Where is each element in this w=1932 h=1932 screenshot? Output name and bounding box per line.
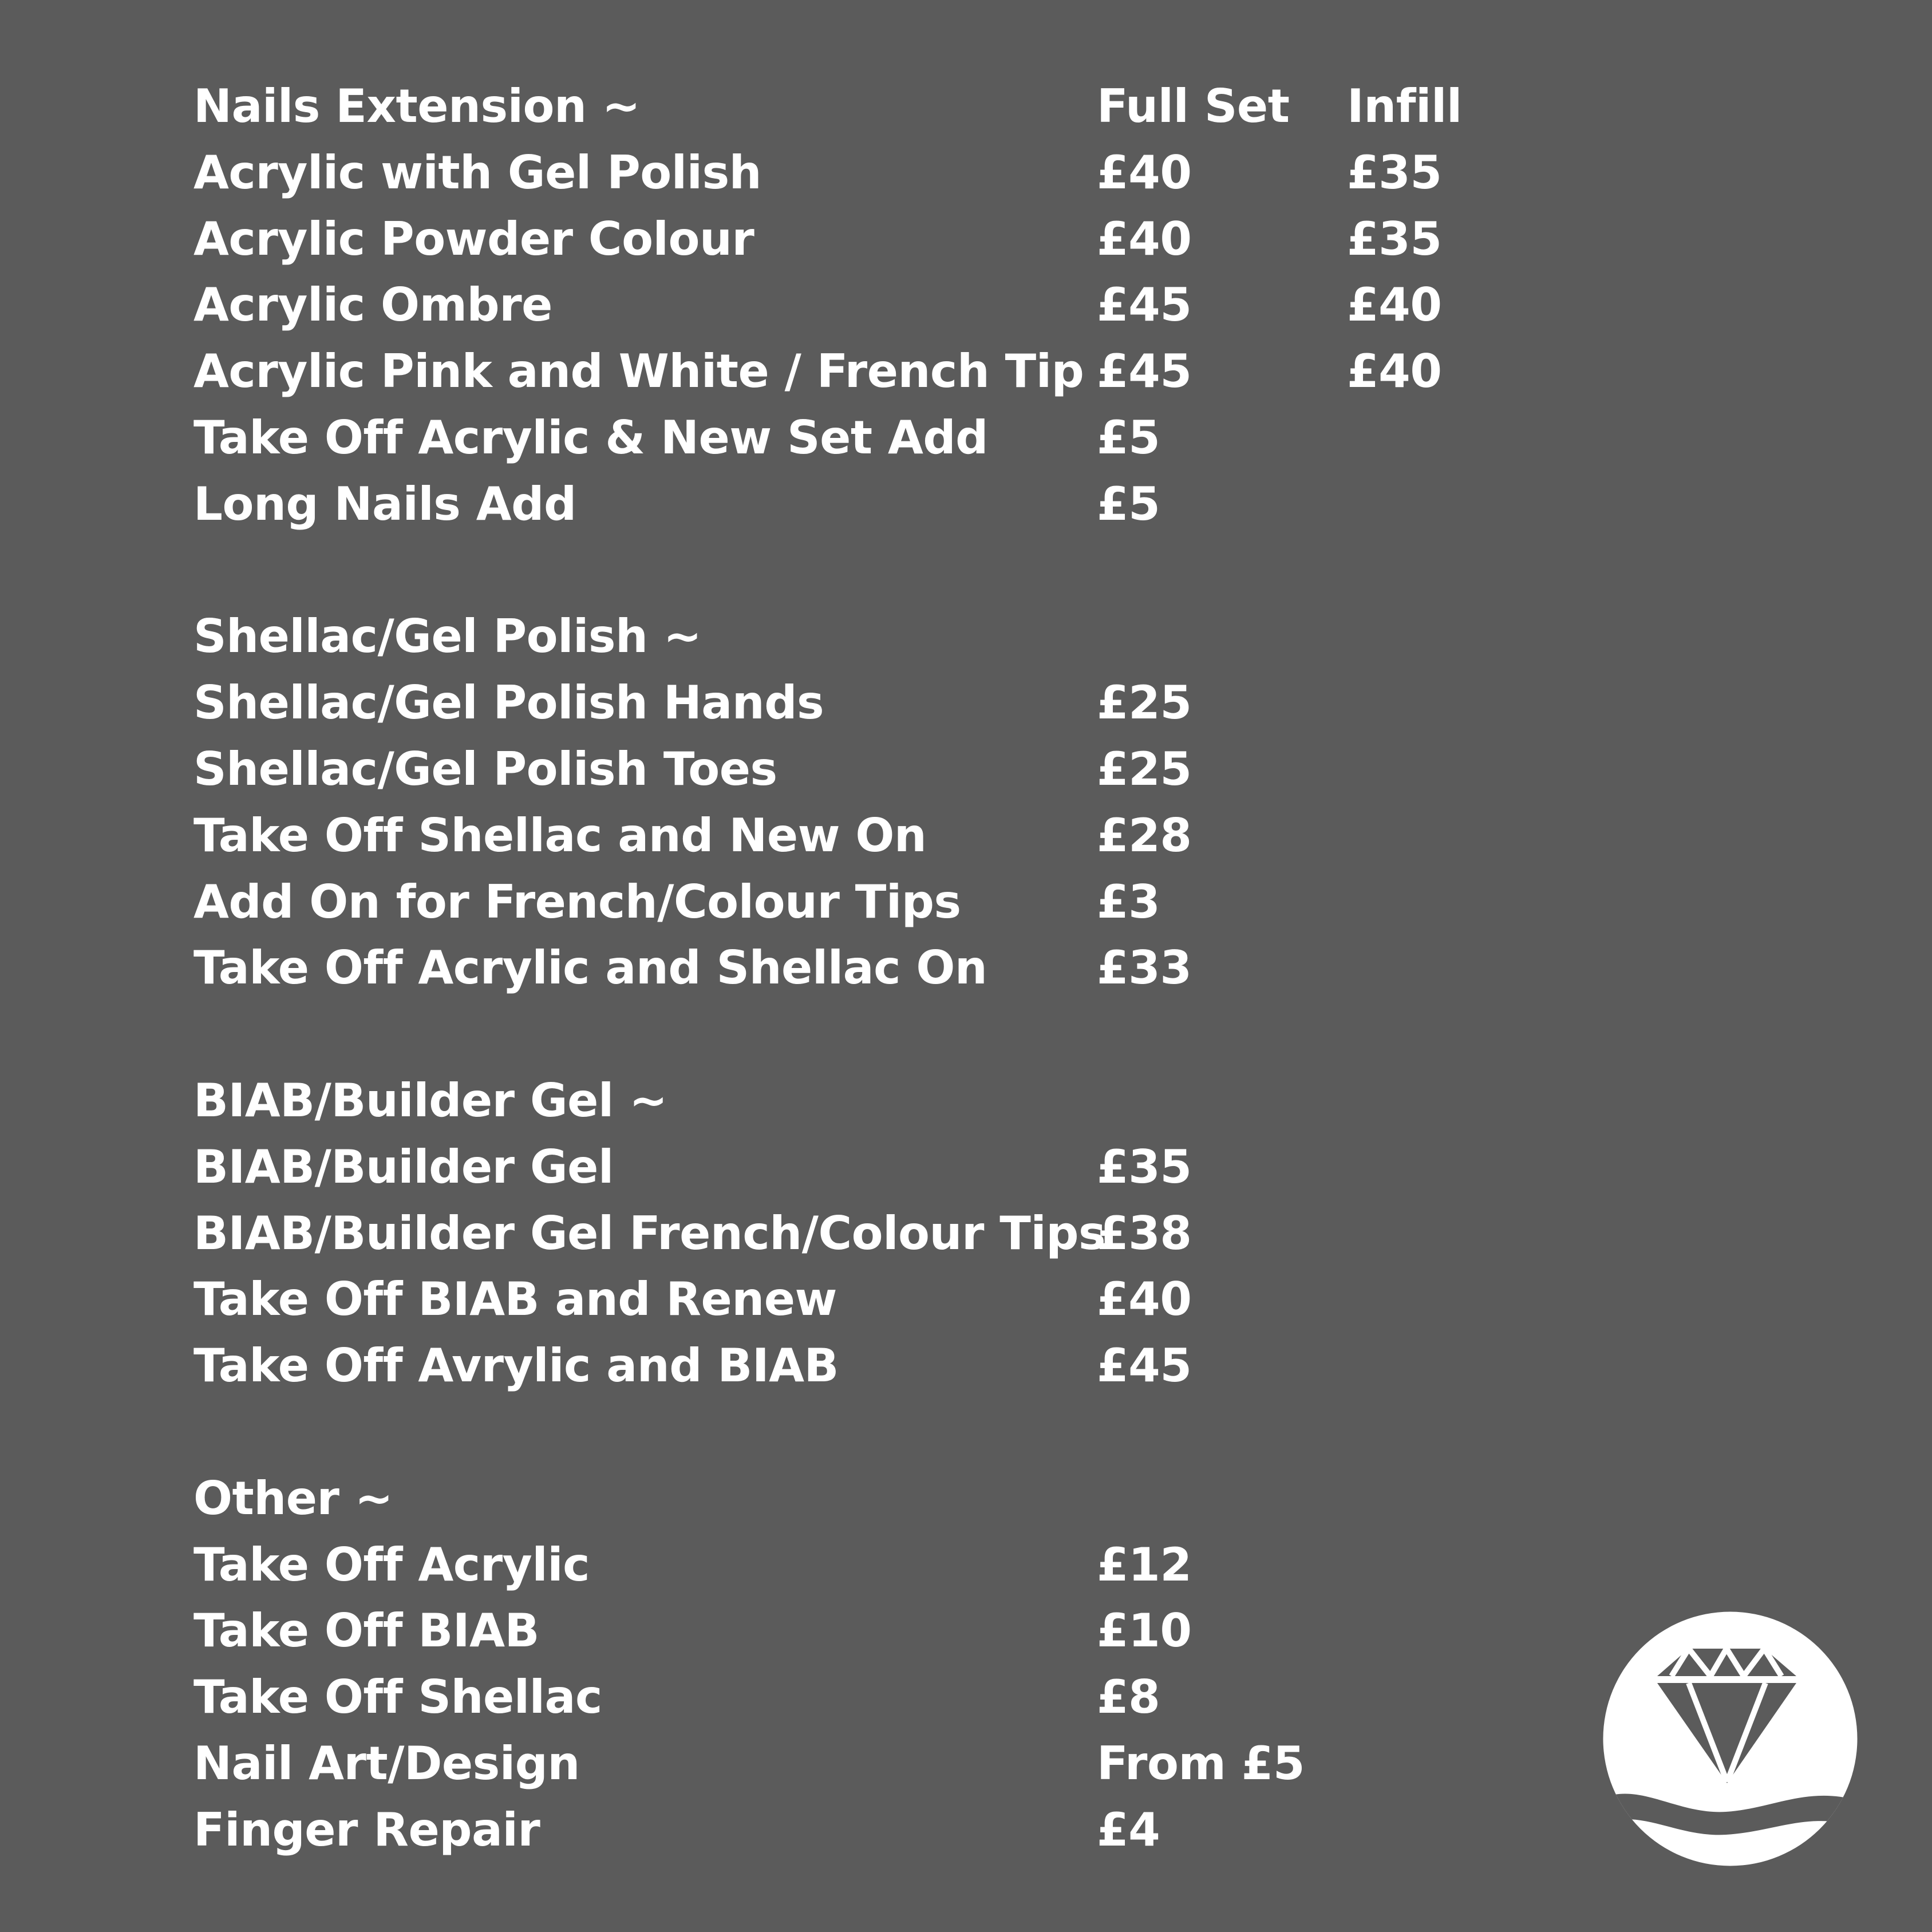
price-row [193, 1730, 1510, 1797]
section-title: Other ~ [193, 1471, 393, 1525]
full-set-price: £45 [1097, 278, 1192, 332]
service-price: £28 [1097, 808, 1192, 862]
section-header-shellac [193, 603, 1510, 670]
service-name: Take Off Avrylic and BIAB [193, 1339, 839, 1393]
section-header-other [193, 1465, 1510, 1532]
service-price: From £5 [1097, 1736, 1305, 1790]
full-set-price: £5 [1097, 477, 1160, 531]
section-spacer [193, 538, 1510, 604]
service-name: Shellac/Gel Polish Toes [193, 742, 777, 796]
service-price: £3 [1097, 875, 1160, 929]
service-name: Shellac/Gel Polish Hands [193, 676, 824, 730]
price-row [193, 1664, 1510, 1730]
service-price: £8 [1097, 1670, 1160, 1724]
price-row [193, 1532, 1510, 1598]
full-set-price: £45 [1097, 345, 1192, 398]
service-name: Acrylic Pink and White / French Tip [193, 345, 1084, 398]
price-row [193, 338, 1510, 405]
service-name: Take Off BIAB [193, 1604, 540, 1658]
infill-price: £40 [1347, 278, 1442, 332]
service-name: Take Off Acrylic and Shellac On [193, 941, 987, 995]
price-row [193, 803, 1510, 869]
service-name: Acrylic Ombre [193, 278, 552, 332]
price-row [193, 1598, 1510, 1664]
section-title: Shellac/Gel Polish ~ [193, 610, 702, 663]
price-row [193, 1200, 1510, 1267]
full-set-price: £5 [1097, 410, 1160, 464]
column-header-infill: Infill [1347, 80, 1462, 133]
service-name: Take Off BIAB and Renew [193, 1273, 837, 1326]
section-header-nails-extension [193, 73, 1510, 140]
service-price: £40 [1097, 1273, 1192, 1326]
price-list [193, 73, 1510, 1863]
price-row [193, 272, 1510, 338]
service-name: Take Off Shellac [193, 1670, 602, 1724]
column-header-full-set: Full Set [1097, 80, 1290, 133]
price-row [193, 935, 1510, 1001]
price-row [193, 206, 1510, 272]
service-name: Finger Repair [193, 1803, 540, 1856]
price-row [193, 1134, 1510, 1200]
section-spacer [193, 1399, 1510, 1465]
infill-price: £40 [1347, 345, 1442, 398]
price-row [193, 1797, 1510, 1863]
infill-price: £35 [1347, 212, 1442, 266]
service-name: BIAB/Builder Gel French/Colour Tips [193, 1206, 1106, 1260]
service-price: £45 [1097, 1339, 1192, 1393]
service-price: £12 [1097, 1538, 1192, 1591]
full-set-price: £40 [1097, 212, 1192, 266]
service-price: £33 [1097, 941, 1192, 995]
price-row [193, 1333, 1510, 1399]
service-price: £4 [1097, 1803, 1160, 1856]
service-name: Long Nails Add [193, 477, 576, 531]
service-name: Add On for French/Colour Tips [193, 875, 961, 929]
price-row [193, 1266, 1510, 1333]
price-row [193, 405, 1510, 471]
service-name: Take Off Acrylic & New Set Add [193, 410, 988, 464]
service-price: £38 [1097, 1206, 1192, 1260]
price-row [193, 736, 1510, 803]
service-price: £35 [1097, 1140, 1192, 1194]
service-name: Nail Art/Design [193, 1736, 580, 1790]
full-set-price: £40 [1097, 145, 1192, 199]
service-price: £25 [1097, 676, 1192, 730]
section-title: Nails Extension ~ [193, 80, 641, 133]
section-header-biab [193, 1068, 1510, 1134]
price-row [193, 471, 1510, 538]
section-title: BIAB/Builder Gel ~ [193, 1073, 667, 1127]
service-name: BIAB/Builder Gel [193, 1140, 614, 1194]
service-name: Take Off Acrylic [193, 1538, 590, 1591]
service-price: £25 [1097, 742, 1192, 796]
service-price: £10 [1097, 1604, 1192, 1658]
diamond-wave-logo-icon [1603, 1611, 1858, 1866]
service-name: Acrylic with Gel Polish [193, 145, 762, 199]
infill-price: £35 [1347, 145, 1442, 199]
price-row [193, 140, 1510, 206]
service-name: Acrylic Powder Colour [193, 212, 754, 266]
service-name: Take Off Shellac and New On [193, 808, 927, 862]
price-row [193, 869, 1510, 935]
price-row [193, 670, 1510, 736]
section-spacer [193, 1001, 1510, 1068]
